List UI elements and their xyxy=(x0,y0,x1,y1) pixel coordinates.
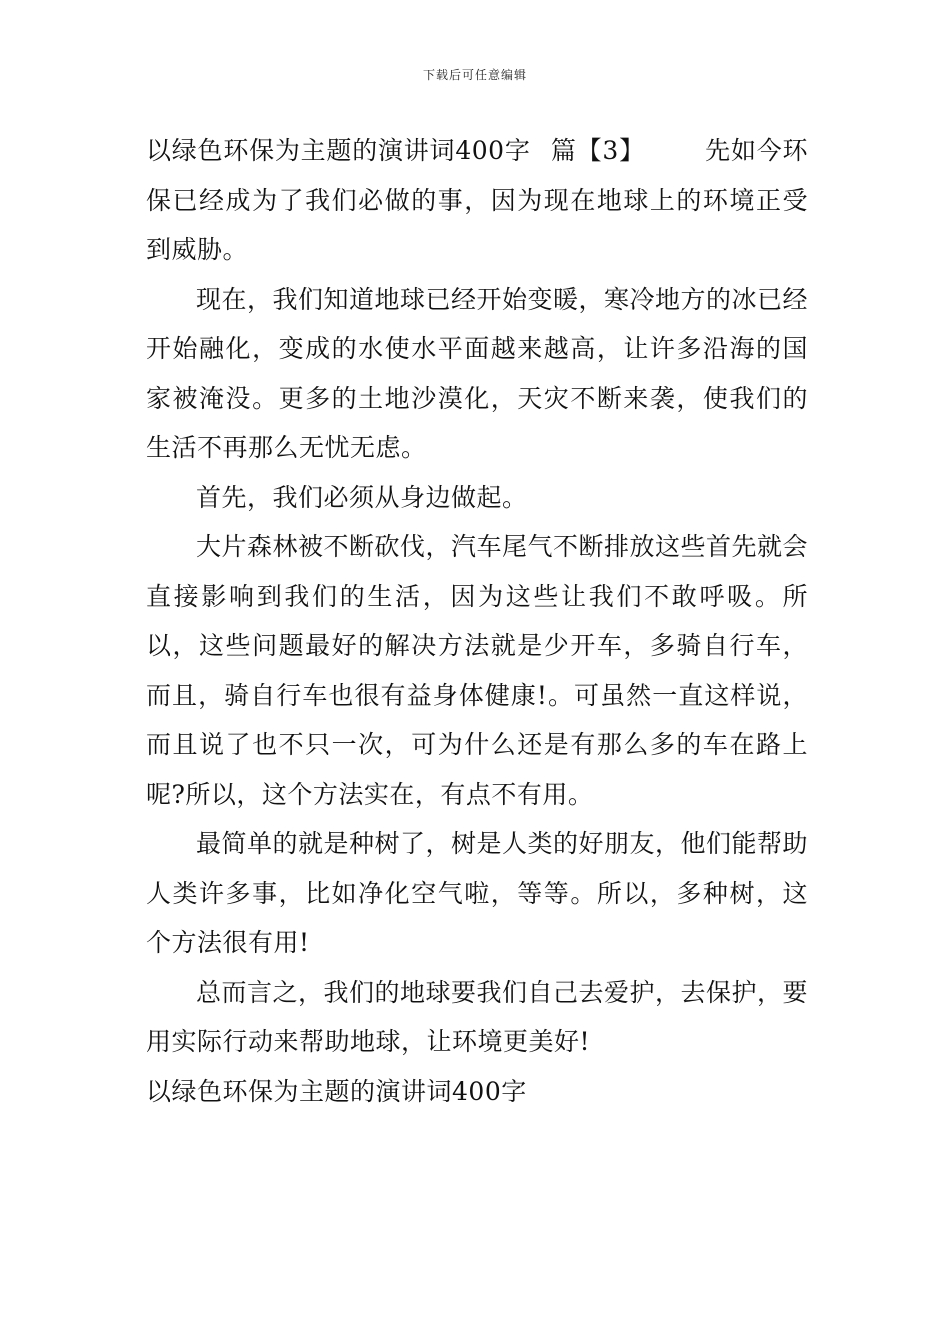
article-closing-title: 以绿色环保为主题的演讲词400字 xyxy=(146,1076,527,1106)
article-section-label: 篇【3】 xyxy=(550,136,645,165)
article-first-paragraph-text: 先如今环保已经成为了我们必做的事，因为现在地球上的环境正受到威胁。 xyxy=(146,136,808,264)
page-header-note: 下载后可任意编辑 xyxy=(422,68,527,82)
article-paragraph: 总而言之，我们的地球要我们自己去爱护，去保护，要用实际行动来帮助地球，让环境更美好! xyxy=(146,977,809,1056)
article-body xyxy=(146,126,808,1116)
article-paragraph: 现在，我们知道地球已经开始变暖，寒冷地方的冰已经开始融化，变成的水使水平面越来越高，让许多沿海的国家被淹没。更多的土地沙漠化，天灾不断来袭，使我们的生活不再那么无忧无虑。 xyxy=(146,284,809,462)
article-intro-title: 以绿色环保为主题的演讲词400字 xyxy=(146,136,531,165)
article-intro-paragraph xyxy=(146,126,808,275)
article-paragraph: 首先，我们必须从身边做起。 xyxy=(196,482,528,512)
article-paragraph: 大片森林被不断砍伐，汽车尾气不断排放这些首先就会直接影响到我们的生活，因为这些让我们不敢呼吸。所以，这些问题最好的解决方法就是少开车，多骑自行车，而且，骑自行车也很有益身体健康!。可虽然一直这样说，而且说了也不只一次，可为什么还是有那么多的车在路上呢?所以，这个方法实在，有点不有用。 xyxy=(146,532,809,809)
article-paragraph: 最简单的就是种树了，树是人类的好朋友，他们能帮助人类许多事，比如净化空气啦，等等。所以，多种树，这个方法很有用! xyxy=(146,829,809,957)
